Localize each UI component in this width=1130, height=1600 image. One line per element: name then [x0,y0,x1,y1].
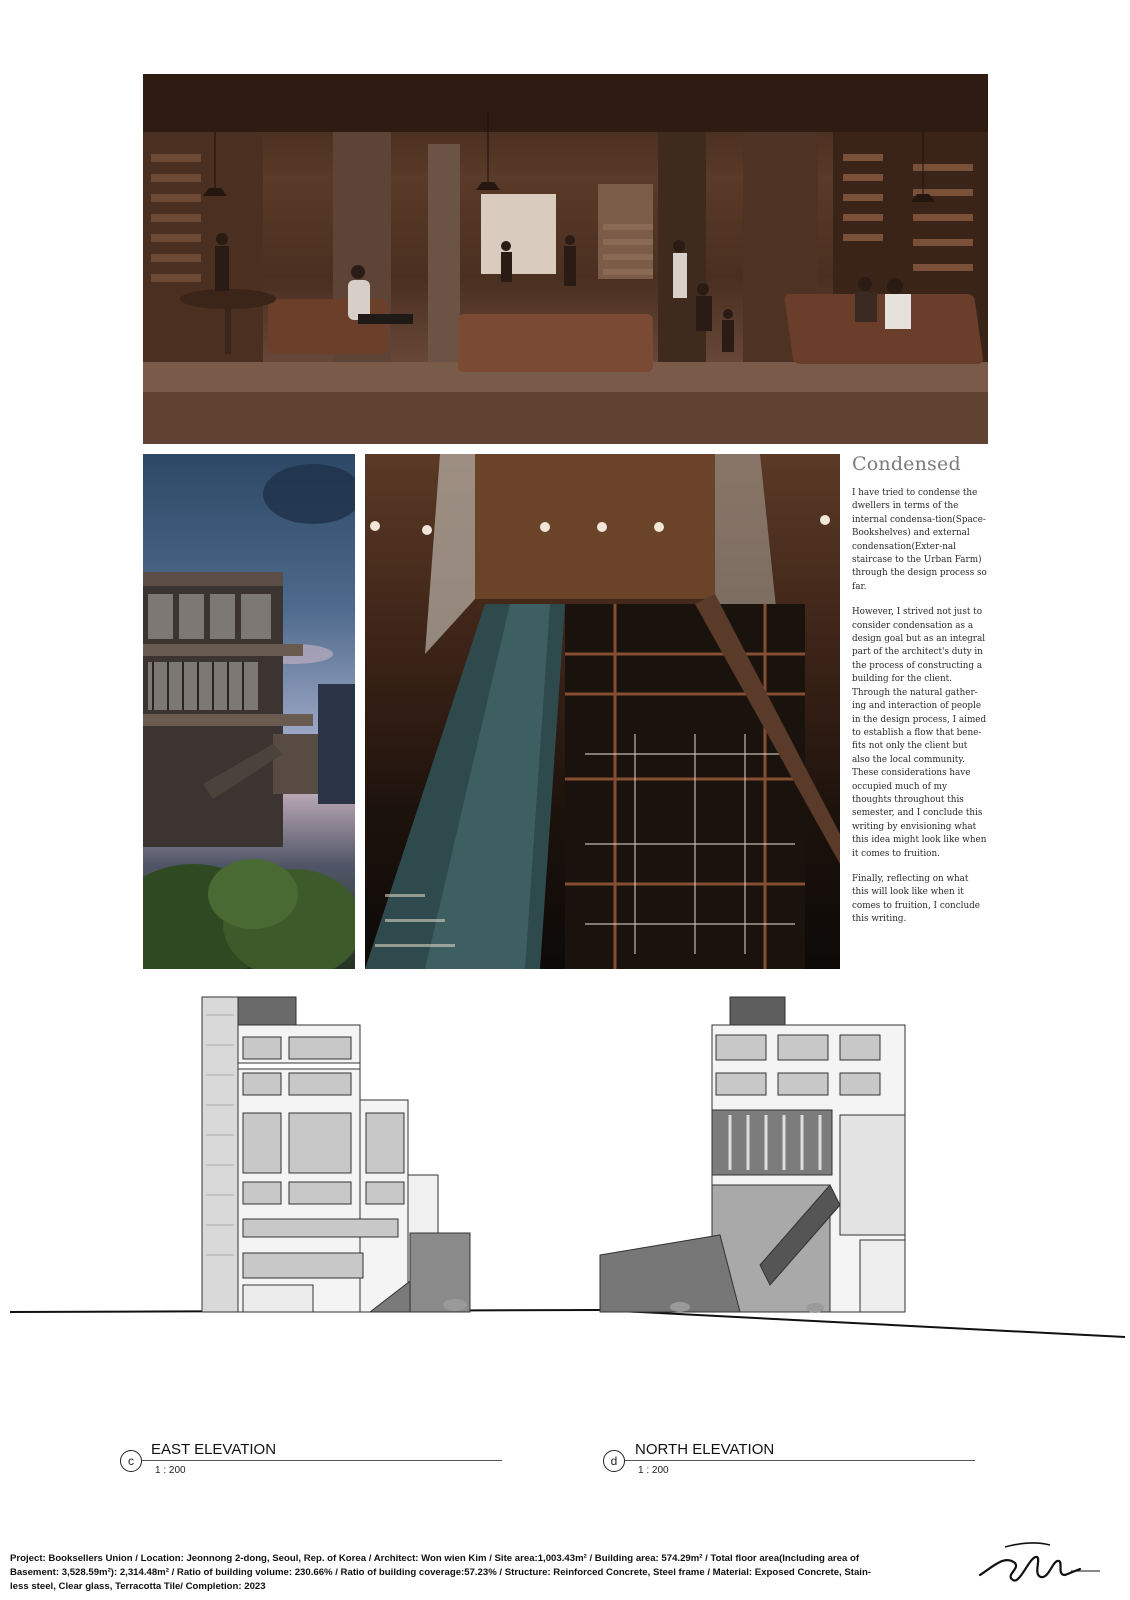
footer-line-1: Project: Booksellers Union / Location: Jeonnong 2-dong, Seoul, Rep. of Korea / Architect: Won wien Kim / Site area:1,003.43m² / Building area: 574.29m² / Total floor area(Including area of [10,1553,860,1564]
atrium-skylight-render [365,454,840,969]
north-elevation-scale: 1 : 200 [638,1465,669,1476]
essay-paragraph-1: I have tried to condense the dwellers in terms of the internal condensa-tion(Space-Bookshelves) and external condensation(Exter-nal staircase to the Urban Farm) through the design process so far. [852,488,987,592]
essay-title: Condensed [852,453,961,475]
east-elevation-drawing [202,997,470,1312]
exterior-building-illustration [143,454,355,969]
east-elevation-rule [142,1460,502,1461]
north-elevation-marker: d [603,1450,625,1472]
north-elevation-drawing [600,997,905,1312]
exterior-dusk-render [143,454,355,969]
north-elevation-rule [625,1460,975,1461]
east-elevation-scale: 1 : 200 [155,1465,186,1476]
footer-line-2: Basement: 3,528.59m²): 2,314.48m² / Ratio of building volume: 230.66% / Ratio of building coverage:57.23% / Structure: Reinforced Concrete, Steel frame / Material: Exposed Concrete, Stain- [10,1567,872,1578]
interior-lounge-illustration [143,74,988,444]
essay-block [852,453,987,939]
atrium-illustration [365,454,840,969]
essay-paragraph-3: Finally, reflecting on what this will look like when it comes to fruition, I conclude this writing. [852,873,980,925]
handwritten-signature [975,1535,1105,1590]
interior-lounge-render [143,74,988,444]
ground-line-slope [600,1310,1125,1337]
essay-paragraph-2: However, I strived not just to consider condensation as a design goal but as an integral part of the architect's duty in the process of constructing a building for the client. Through the natural gather-ing and interaction of people in the design process, I aimed to establish a flow that bene-fits not only the client but also the local community. These considerations have occupied much of my thoughts throughout this semester, and I conclude this writing by envisioning what this idea might look like when it comes to fruition. [852,607,987,859]
east-elevation-marker: c [120,1450,142,1472]
north-elevation-title: NORTH ELEVATION [635,1441,775,1458]
elevation-drawings [0,985,1130,1345]
footer-line-3: less steel, Clear glass, Terracotta Tile/ Completion: 2023 [10,1581,266,1592]
east-elevation-title: EAST ELEVATION [151,1441,277,1458]
project-info-footer [10,1552,960,1594]
